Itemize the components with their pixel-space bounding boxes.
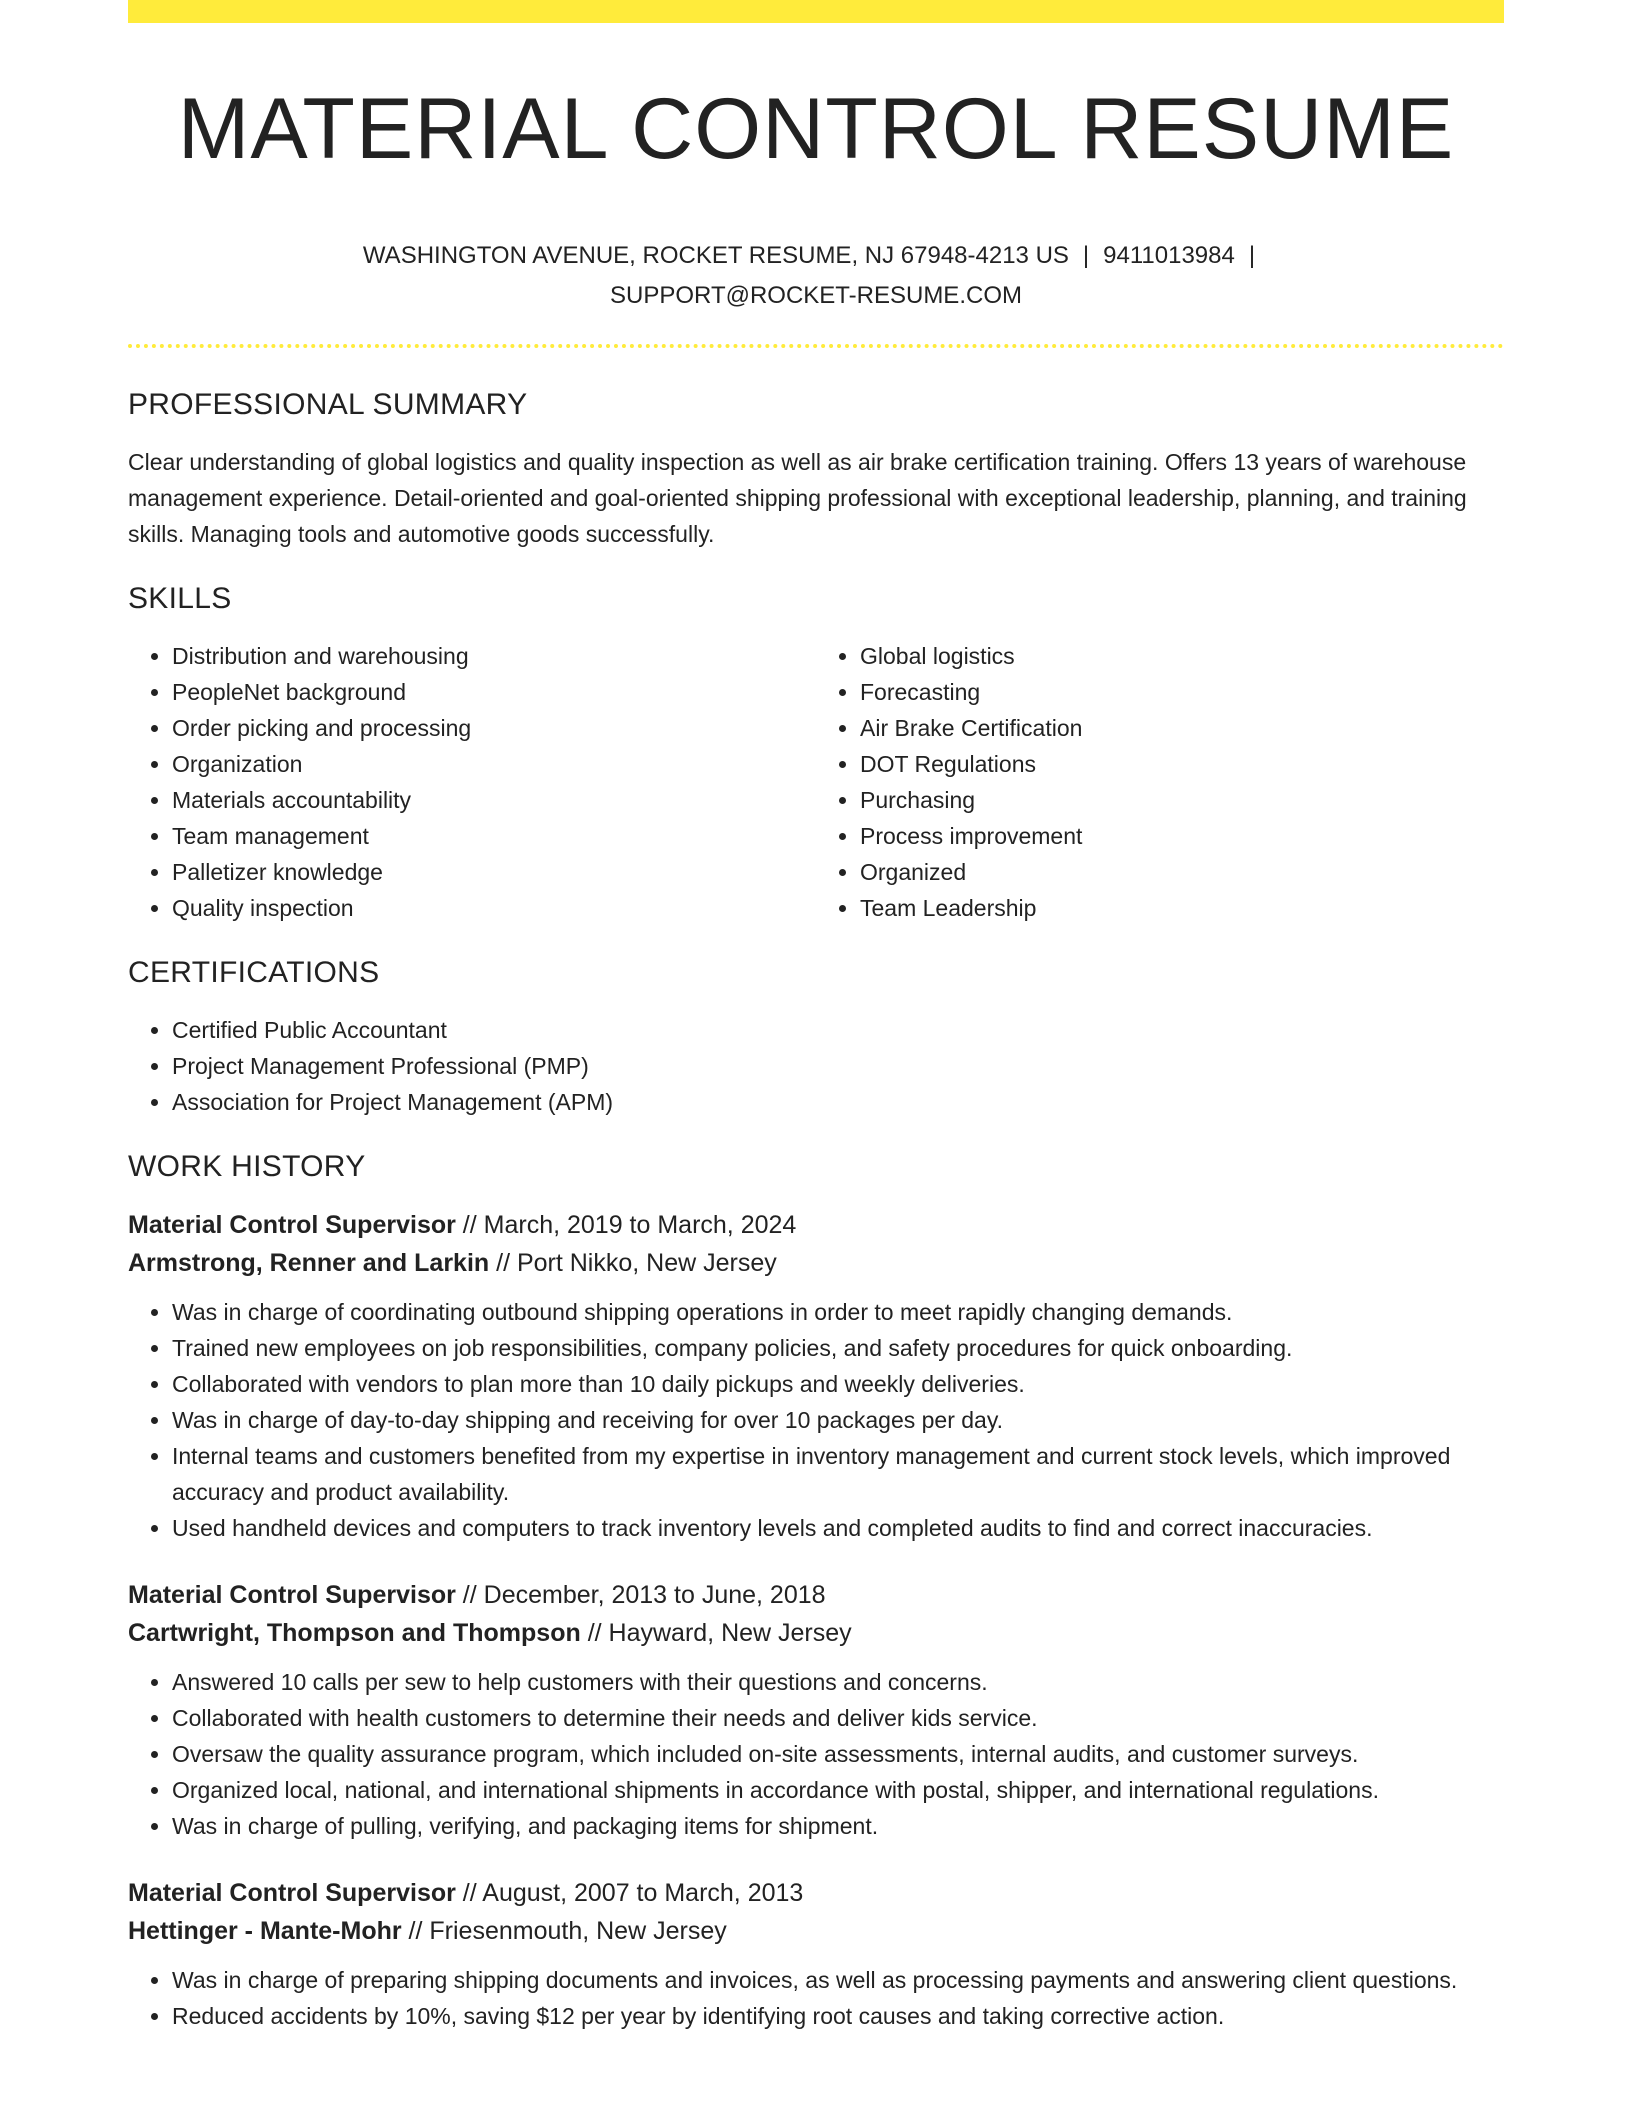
job-bullet: • Trained new employees on job responsibilities, company policies, and safety procedures for quick onboarding.: [172, 1330, 1504, 1366]
header-divider: [128, 344, 1504, 348]
job-title: Material Control Supervisor: [128, 1211, 456, 1239]
job-title-line: [128, 1874, 1504, 1912]
skill-item: • Palletizer knowledge: [172, 854, 816, 890]
certification-item: • Association for Project Management (APM): [172, 1084, 1504, 1120]
skill-item: • Organized: [860, 854, 1504, 890]
job-entry: [128, 1206, 1504, 1546]
job-entry: [128, 1874, 1504, 2034]
skill-item: • Air Brake Certification: [860, 710, 1504, 746]
skill-item: • PeopleNet background: [172, 674, 816, 710]
job-dates: // August, 2007 to March, 2013: [455, 1879, 804, 1907]
job-company-line: [128, 1614, 1504, 1652]
job-bullet: • Used handheld devices and computers to track inventory levels and completed audits to find and correct inaccuracies.: [172, 1510, 1504, 1546]
job-title: Material Control Supervisor: [128, 1879, 456, 1907]
skills-list-right: [816, 638, 1504, 926]
summary-text: Clear understanding of global logistics and quality inspection as well as air brake certification training. Offers 13 years of warehouse management experience. Detail-oriented and goal-oriented shipping professional with exceptional leadership, planning, and training skills. Managing tools and automotive goods successfully.: [128, 449, 1467, 547]
job-location: // Hayward, New Jersey: [580, 1619, 852, 1647]
summary-heading: PROFESSIONAL SUMMARY: [128, 388, 528, 421]
job-bullet: • Collaborated with vendors to plan more than 10 daily pickups and weekly deliveries.: [172, 1366, 1504, 1402]
certifications-heading: CERTIFICATIONS: [128, 956, 380, 989]
summary-section: [128, 388, 1504, 552]
job-company: Cartwright, Thompson and Thompson: [128, 1619, 581, 1647]
contact-info: [128, 236, 1504, 316]
job-company: Hettinger - Mante-Mohr: [128, 1917, 402, 1945]
skill-item: • Quality inspection: [172, 890, 816, 926]
skill-item: • Team management: [172, 818, 816, 854]
job-company-line: [128, 1244, 1504, 1282]
job-bullet: • Organized local, national, and international shipments in accordance with postal, shipper, and international regulations.: [172, 1772, 1504, 1808]
skill-item: • DOT Regulations: [860, 746, 1504, 782]
job-bullets: [128, 1664, 1504, 1844]
skill-item: • Global logistics: [860, 638, 1504, 674]
job-title-line: [128, 1206, 1504, 1244]
job-bullets: [128, 1962, 1504, 2034]
job-bullet: • Answered 10 calls per sew to help customers with their questions and concerns.: [172, 1664, 1504, 1700]
job-bullet: • Reduced accidents by 10%, saving $12 per year by identifying root causes and taking corrective action.: [172, 1998, 1504, 2034]
job-bullet: • Was in charge of pulling, verifying, and packaging items for shipment.: [172, 1808, 1504, 1844]
job-bullet: • Was in charge of preparing shipping documents and invoices, as well as processing payments and answering client questions.: [172, 1962, 1504, 1998]
resume-title: MATERIAL CONTROL RESUME: [177, 81, 1455, 177]
job-title: Material Control Supervisor: [128, 1581, 456, 1609]
certification-item: • Project Management Professional (PMP): [172, 1048, 1504, 1084]
job-entry: [128, 1576, 1504, 1844]
job-dates: // March, 2019 to March, 2024: [455, 1211, 797, 1239]
job-bullets: [128, 1294, 1504, 1546]
contact-separator: |: [1248, 242, 1256, 269]
skills-heading: SKILLS: [128, 582, 232, 615]
work-history-heading: WORK HISTORY: [128, 1150, 366, 1183]
job-bullet: • Was in charge of day-to-day shipping and receiving for over 10 packages per day.: [172, 1402, 1504, 1438]
contact-email: SUPPORT@ROCKET-RESUME.COM: [610, 282, 1022, 309]
contact-separator: |: [1082, 242, 1090, 269]
contact-address: WASHINGTON AVENUE, ROCKET RESUME, NJ 67948-4213 US: [362, 242, 1069, 269]
top-accent-bar: [128, 0, 1504, 23]
certifications-list: [128, 1012, 1504, 1120]
skills-list-left: [128, 638, 816, 926]
job-bullet: • Collaborated with health customers to determine their needs and deliver kids service.: [172, 1700, 1504, 1736]
skills-columns: [128, 638, 1504, 926]
skill-item: • Process improvement: [860, 818, 1504, 854]
skill-item: • Team Leadership: [860, 890, 1504, 926]
job-location: // Port Nikko, New Jersey: [489, 1249, 777, 1277]
skill-item: • Distribution and warehousing: [172, 638, 816, 674]
contact-phone: 9411013984: [1103, 242, 1235, 269]
job-dates: // December, 2013 to June, 2018: [455, 1581, 826, 1609]
skill-item: • Materials accountability: [172, 782, 816, 818]
job-bullet: • Internal teams and customers benefited from my expertise in inventory management and current stock levels, which improved accuracy and product availability.: [172, 1438, 1504, 1510]
skill-item: • Forecasting: [860, 674, 1504, 710]
work-history-section: [128, 1150, 1504, 2034]
job-bullet: • Oversaw the quality assurance program, which included on-site assessments, internal audits, and customer surveys.: [172, 1736, 1504, 1772]
skill-item: • Organization: [172, 746, 816, 782]
job-company-line: [128, 1912, 1504, 1950]
certifications-section: [128, 956, 1504, 1120]
job-title-line: [128, 1576, 1504, 1614]
resume-body: [128, 388, 1504, 2034]
skills-section: [128, 582, 1504, 926]
job-company: Armstrong, Renner and Larkin: [128, 1249, 490, 1277]
skill-item: • Purchasing: [860, 782, 1504, 818]
skill-item: • Order picking and processing: [172, 710, 816, 746]
certification-item: • Certified Public Accountant: [172, 1012, 1504, 1048]
job-bullet: • Was in charge of coordinating outbound shipping operations in order to meet rapidly changing demands.: [172, 1294, 1504, 1330]
job-location: // Friesenmouth, New Jersey: [401, 1917, 727, 1945]
